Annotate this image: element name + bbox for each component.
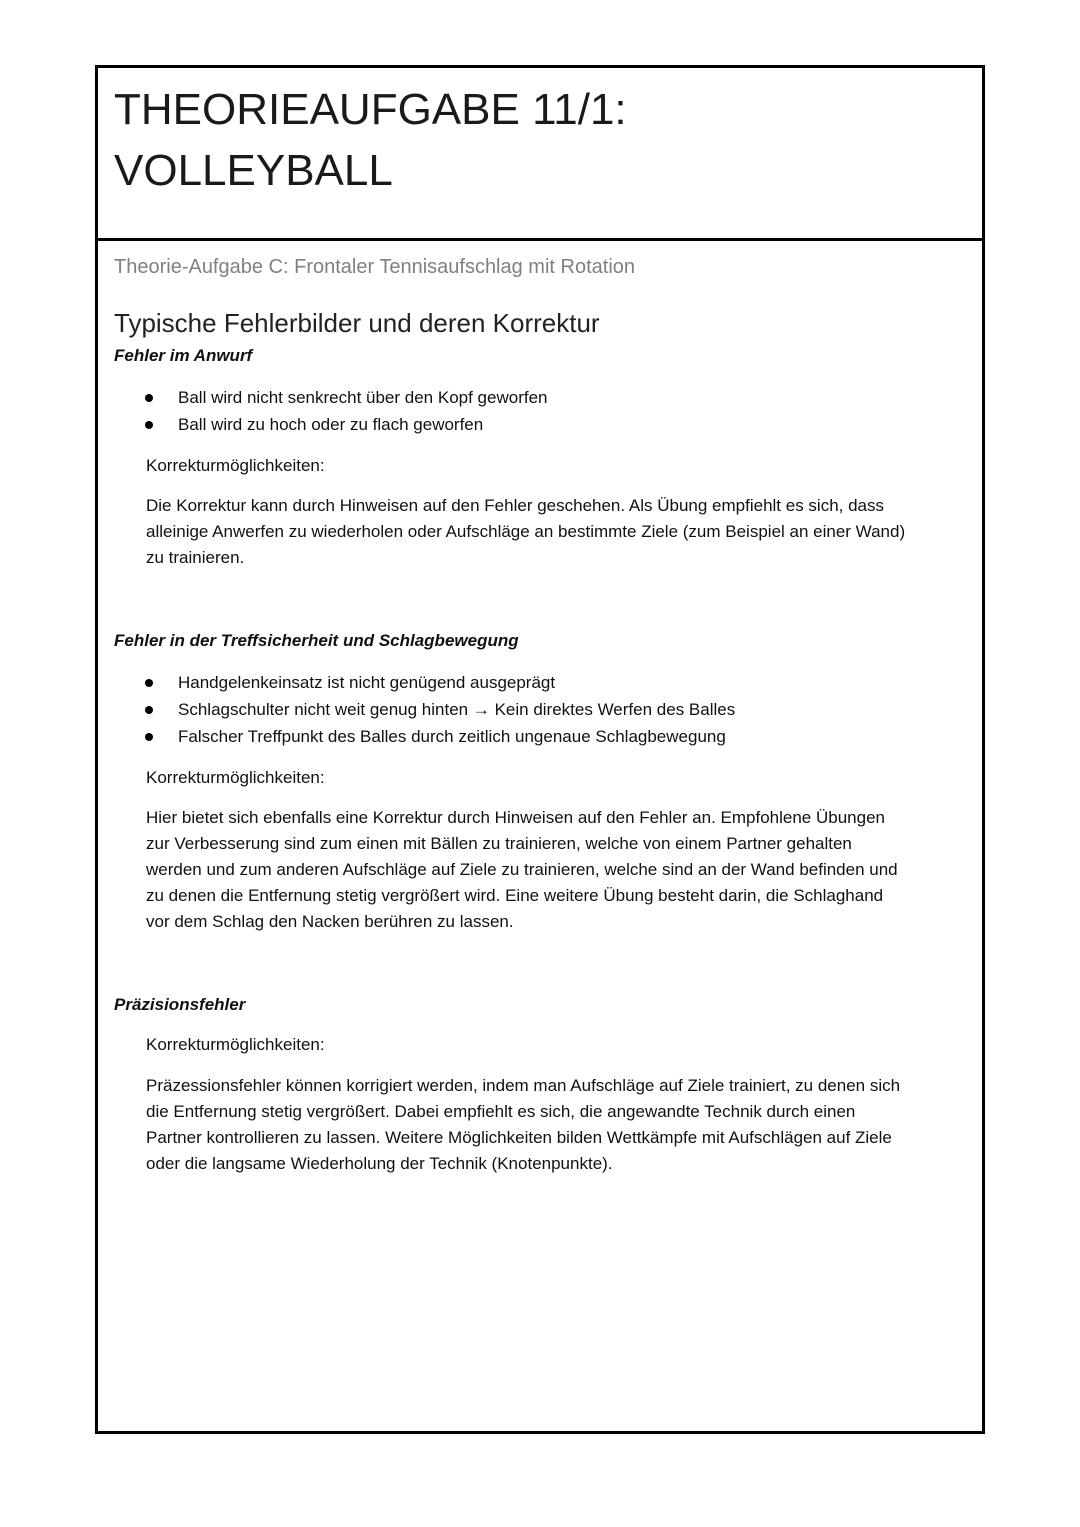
list-item: Ball wird zu hoch oder zu flach geworfen <box>178 415 484 434</box>
section-heading: Typische Fehlerbilder und deren Korrektur <box>114 308 600 338</box>
error-heading-praezision: Präzisionsfehler <box>114 995 246 1014</box>
paragraph-line: alleinige Anwerfen zu wiederholen oder Aufschläge an bestimmte Ziele (zum Beispiel an einer Wand) <box>146 522 906 541</box>
paragraph-line: oder die langsame Wiederholung der Technik (Knotenpunkte). <box>146 1154 613 1173</box>
page-title-line-2: VOLLEYBALL <box>114 146 393 195</box>
paragraph-line: Partner kontrollieren zu lassen. Weitere Möglichkeiten bilden Wettkämpfe mit Aufschlägen auf Ziele <box>146 1128 892 1147</box>
paragraph-line: die Entfernung stetig vergrößert. Dabei empfiehlt es sich, die angewandte Technik durch einen <box>146 1102 856 1121</box>
list-item: Handgelenkeinsatz ist nicht genügend ausgeprägt <box>178 673 556 692</box>
paragraph-line: Die Korrektur kann durch Hinweisen auf den Fehler geschehen. Als Übung empfiehlt es sich, dass <box>146 496 885 515</box>
error-heading-treffsicherheit: Fehler in der Treffsicherheit und Schlagbewegung <box>114 631 519 650</box>
bullet-icon <box>145 706 153 714</box>
error-heading-anwurf: Fehler im Anwurf <box>114 346 253 365</box>
paragraph-line: Präzessionsfehler können korrigiert werden, indem man Aufschläge auf Ziele trainiert, zu denen sich <box>146 1076 901 1095</box>
bullet-icon <box>145 394 153 402</box>
list-item: Falscher Treffpunkt des Balles durch zeitlich ungenaue Schlagbewegung <box>178 727 726 746</box>
korrektur-label: Korrekturmöglichkeiten: <box>146 456 325 475</box>
list-item: Schlagschulter nicht weit genug hinten → Kein direktes Werfen des Balles <box>178 700 736 719</box>
paragraph-line: zur Verbesserung sind zum einen mit Bällen zu trainieren, welche von einem Partner gehalten <box>146 834 852 853</box>
list-item: Ball wird nicht senkrecht über den Kopf geworfen <box>178 388 548 407</box>
page-frame <box>95 65 985 1434</box>
bullet-icon <box>145 733 153 741</box>
korrektur-label: Korrekturmöglichkeiten: <box>146 1035 325 1054</box>
paragraph-line: werden und zum anderen Aufschläge auf Ziele zu trainieren, welche sind an der Wand befinden und <box>146 860 898 879</box>
bullet-icon <box>145 679 153 687</box>
paragraph-line: Hier bietet sich ebenfalls eine Korrektur durch Hinweisen auf den Fehler an. Empfohlene Übungen <box>146 808 885 827</box>
page-title-line-1: THEORIEAUFGABE 11/1: <box>114 85 627 134</box>
paragraph-line: zu trainieren. <box>146 548 245 567</box>
bullet-icon <box>145 421 153 429</box>
title-box <box>98 68 982 241</box>
paragraph-line: vor dem Schlag den Nacken berühren zu lassen. <box>146 912 514 931</box>
paragraph-line: zu denen die Entfernung stetig vergrößert wird. Eine weitere Übung besteht darin, die Schlaghand <box>146 886 884 905</box>
korrektur-label: Korrekturmöglichkeiten: <box>146 768 325 787</box>
subtitle: Theorie-Aufgabe C: Frontaler Tennisaufschlag mit Rotation <box>114 256 636 278</box>
